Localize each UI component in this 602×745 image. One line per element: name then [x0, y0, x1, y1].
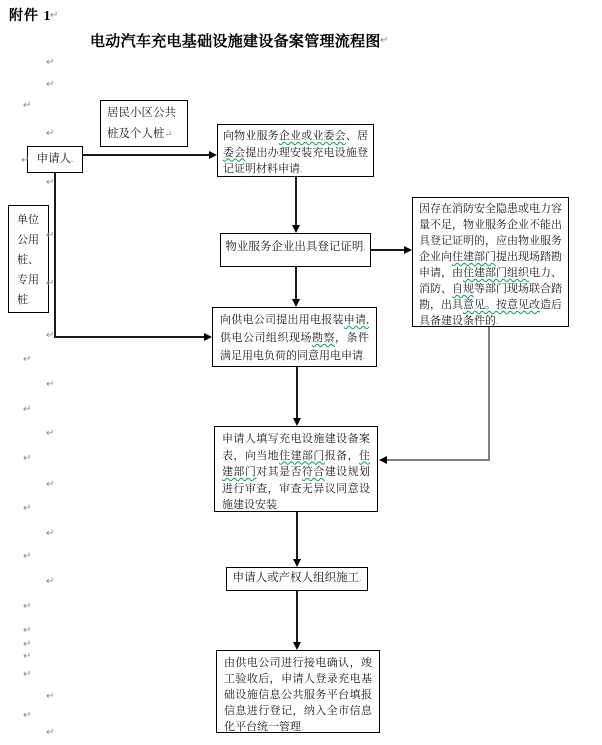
box-text-run: 符合 — [301, 466, 325, 478]
hidden-char-mark: . — [359, 573, 362, 583]
pilcrow-mark: ↵ — [23, 100, 32, 111]
box-text-run: 物业服务企业出具登记证明 — [225, 241, 364, 253]
box-text-run: 住建部门 — [279, 449, 325, 462]
pilcrow-mark: ↵ — [23, 404, 32, 415]
pilcrow-mark: ↵ — [46, 691, 55, 702]
pilcrow-mark: ↵ — [46, 278, 55, 289]
hidden-char-mark: . — [363, 351, 366, 361]
pilcrow-mark: ↵ — [46, 128, 55, 139]
hidden-char-mark: . — [277, 500, 280, 510]
pilcrow-mark: ↵ — [380, 35, 389, 46]
box-text-run: 供电公司组织现场 — [220, 332, 312, 344]
box-text-run: 住建部门 — [222, 449, 371, 478]
pilcrow-mark: ↵ — [50, 10, 59, 21]
pilcrow-mark: ↵ — [23, 354, 32, 365]
box-text-run: 申请人填写充电设施建设备案表，向当地 — [222, 433, 370, 462]
hidden-char-mark: . — [496, 316, 499, 326]
hidden-char-mark: ↵ — [164, 129, 173, 139]
pilcrow-mark: ↵ — [46, 57, 55, 68]
box-text-run: 住建部门 — [452, 251, 496, 263]
hidden-char-mark: . — [71, 154, 74, 164]
flow-box-applicant — [27, 146, 83, 173]
pilcrow-mark: ↵ — [21, 155, 30, 166]
hidden-char-mark: . — [300, 164, 303, 174]
box-text-run: 自规 — [452, 283, 474, 295]
pilcrow-mark: ↵ — [23, 625, 32, 636]
flow-box-power-confirmation — [216, 650, 380, 733]
box-text-run: 申请人或产权人组织施工 — [232, 572, 360, 584]
pilcrow-mark: ↵ — [23, 651, 32, 662]
pilcrow-mark: ↵ — [23, 710, 32, 721]
pilcrow-mark: ↵ — [23, 453, 32, 464]
page-title: 电动汽车充电基础设施建设备案管理流程图 — [90, 34, 381, 50]
attachment-label: 附件 1 — [9, 9, 52, 24]
flow-box-power-application — [212, 307, 377, 367]
box-text-run: 向物业服务 — [223, 130, 279, 142]
box-text-run: 住建部门组织 — [463, 267, 529, 279]
box-text-run: 申请人 — [36, 153, 72, 165]
box-text-run: 由供电公司进行接电确认，竣工验收后，申请人登录充电基础设施信息公共服务平台填报信息进行登记，纳入全市信息化平台统一管理 — [224, 657, 372, 733]
box-text-run: 建设规划进行审查，审查无异议同意设施建设安装 — [222, 466, 371, 511]
box-text-run: 电力、消防、 — [419, 267, 562, 295]
box-text-run: 单位公用桩、专用桩 — [17, 214, 39, 306]
box-text-run: 报备， — [324, 449, 360, 462]
pilcrow-mark: ↵ — [23, 551, 32, 562]
pilcrow-mark: ↵ — [46, 479, 55, 490]
box-text-run: 企业或业委会 — [278, 130, 346, 142]
box-text-run: 等部门现场联合踏勘，出具 — [419, 283, 562, 311]
pilcrow-mark: ↵ — [46, 576, 55, 587]
hidden-char-mark: . — [363, 242, 366, 252]
pilcrow-mark: ↵ — [46, 727, 55, 738]
flow-box-residential-pile-type — [100, 100, 188, 147]
box-text-run: 提出办理安装充电设施登记证明材料申请 — [223, 146, 369, 175]
pilcrow-mark: ↵ — [23, 669, 32, 680]
pilcrow-mark: ↵ — [46, 79, 55, 90]
box-text-run: 、居 — [345, 130, 369, 142]
box-text-run: 因存在消防安全隐患或电力容量不足，物业服务企业不能出具登记证明的，应由物业服务企业向 — [419, 203, 562, 263]
hidden-char-mark: . — [301, 722, 304, 732]
box-text-run: 勘察 — [312, 332, 335, 344]
flow-box-unit-pile-type — [8, 205, 49, 313]
box-text-run: 向供电公司提出用电报装 — [220, 314, 344, 326]
box-text-run: 居民小区公共桩及个人桩 — [107, 107, 176, 140]
box-text-run: 对其是否 — [256, 466, 302, 478]
pilcrow-mark: ↵ — [46, 379, 55, 390]
box-text-run: 提出现场踏勘申请，由 — [419, 251, 562, 279]
pilcrow-mark: ↵ — [23, 503, 32, 514]
flow-box-filing-review — [214, 426, 378, 512]
pilcrow-mark: ↵ — [46, 428, 55, 439]
pilcrow-mark: ↵ — [46, 177, 55, 188]
pilcrow-mark: ↵ — [23, 601, 32, 612]
flow-box-site-survey-exception — [412, 197, 569, 327]
box-text-run: 意见。按意见改 — [463, 299, 540, 311]
flow-box-registration-request — [217, 124, 374, 177]
flow-box-issue-certificate — [220, 233, 371, 267]
box-text-run: ，条件满足用电负荷的同意用电申请 — [220, 332, 369, 362]
hidden-char-mark: . — [28, 295, 31, 305]
pilcrow-mark: ↵ — [23, 639, 32, 650]
pilcrow-mark: ↵ — [46, 528, 55, 539]
pilcrow-mark: ↵ — [46, 330, 55, 341]
pilcrow-mark: ↵ — [46, 230, 55, 241]
flow-box-construction — [226, 567, 368, 591]
box-text-run: 委会 — [223, 146, 246, 159]
box-text-run: 申请, — [343, 314, 369, 326]
box-text-run: 造后具备建设条件的 — [419, 299, 562, 327]
